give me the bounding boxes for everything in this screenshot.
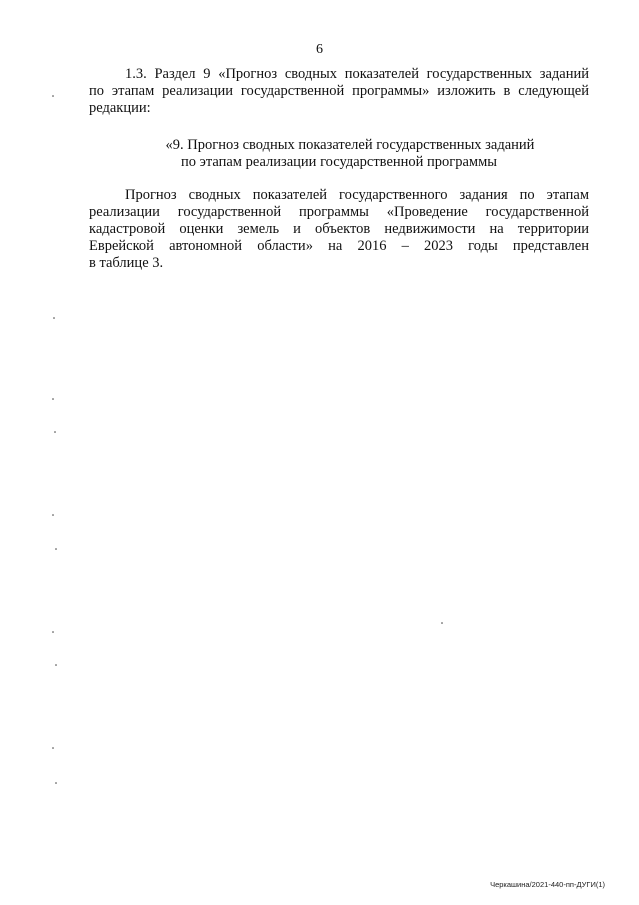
amendment-paragraph [89,66,589,117]
scan-speck [55,548,57,550]
scan-speck [52,747,54,749]
scan-speck [52,95,54,97]
body-line: Прогноз сводных показателей государственного задания по этапам [125,187,589,203]
scan-speck [441,622,443,624]
body-line: Еврейской автономной области» на 2016 – 2023 годы представлен [89,238,589,254]
body-line: кадастровой оценки земель и объектов недвижимости на территории [89,221,589,237]
scan-speck [55,782,57,784]
section-heading-line: по этапам реализации государственной программы [180,154,498,170]
amendment-line: 1.3. Раздел 9 «Прогноз сводных показателей государственных заданий [125,66,589,82]
scan-speck [53,317,55,319]
page-number: 6 [316,42,323,57]
scan-speck [52,398,54,400]
scan-speck [54,431,56,433]
body-paragraph [89,187,589,272]
body-line: в таблице 3. [89,255,164,271]
scan-speck [52,631,54,633]
section-heading [89,137,589,171]
section-heading-line: «9. Прогноз сводных показателей государственных заданий [165,137,535,153]
document-footer-code: Черкашина/2021-440-пп-ДУГИ(1) [490,880,605,889]
scan-speck [55,664,57,666]
amendment-line: редакции: [89,100,151,116]
scan-speck [52,514,54,516]
body-line: реализации государственной программы «Проведение государственной [89,204,589,220]
amendment-line: по этапам реализации государственной программы» изложить в следующей [89,83,589,99]
